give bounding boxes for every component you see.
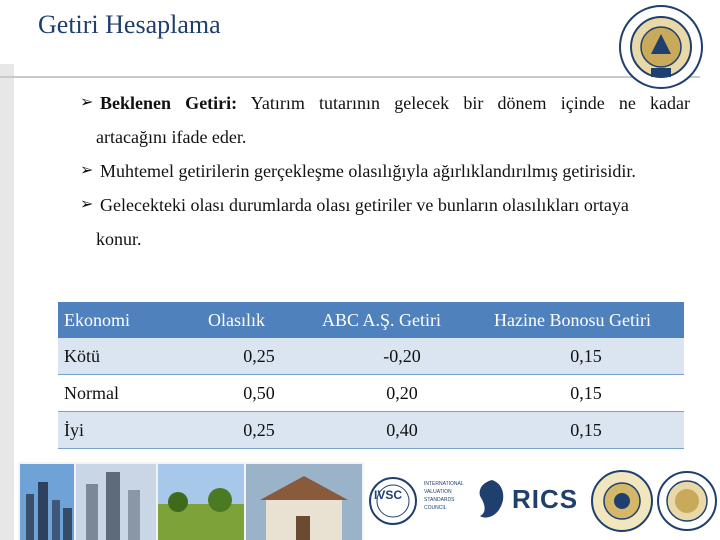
returns-table — [58, 302, 684, 449]
table-cell: 0,25 — [202, 338, 316, 375]
table-cell: 0,15 — [488, 412, 684, 449]
rics-label: RICS — [512, 484, 579, 514]
partner-logos — [364, 462, 720, 540]
table-header-row — [58, 302, 684, 338]
bullet-continuation: artacağını ifade eder. — [96, 127, 247, 147]
header-cell: ABC A.Ş. Getiri — [316, 302, 488, 338]
bullet-item — [80, 86, 690, 120]
bullet-arrow-icon: ➢ — [80, 94, 94, 111]
table-row — [58, 338, 684, 375]
header-cell: Olasılık — [202, 302, 316, 338]
university-seal-logo — [618, 4, 704, 90]
table-cell: 0,15 — [488, 375, 684, 412]
ivsc-text: INTERNATIONAL VALUATION STANDARDS COUNCIL — [424, 481, 464, 511]
table-cell: 0,25 — [202, 412, 316, 449]
page-title: Getiri Hesaplama — [38, 10, 221, 39]
bullet-bold-term: Beklenen Getiri: — [100, 93, 238, 113]
bullet-arrow-icon: ➢ — [80, 162, 94, 179]
table-cell: 0,40 — [316, 412, 488, 449]
bullet-continuation: konur. — [96, 229, 142, 249]
house-photo — [246, 464, 362, 540]
bullet-text: Muhtemel getirilerin gerçekleşme olasılığıyla ağırlıklandırılmış getirisidir. — [100, 161, 636, 181]
landscape-photo — [158, 464, 244, 540]
ivsc-label: IVSC — [374, 488, 403, 502]
bullet-arrow-icon: ➢ — [80, 196, 94, 213]
table-row — [58, 375, 684, 412]
header-cell: Hazine Bonosu Getiri — [488, 302, 684, 338]
table-cell: Normal — [58, 375, 202, 412]
university-seal-small-icon — [656, 468, 718, 534]
rics-lion-icon — [474, 476, 510, 526]
header-cell: Ekonomi — [58, 302, 202, 338]
bullet-text: Yatırım tutarının gelecek bir dönem içinde ne kadar — [237, 93, 691, 113]
table-cell: Kötü — [58, 338, 202, 375]
title-divider — [0, 76, 700, 78]
left-decorative-bar — [0, 64, 14, 540]
bullet-item — [80, 154, 690, 188]
city-skyline-photo — [20, 464, 74, 540]
table-cell: 0,50 — [202, 375, 316, 412]
skyscraper-photo — [76, 464, 156, 540]
bullet-item — [80, 188, 690, 222]
table-cell: 0,15 — [488, 338, 684, 375]
table-cell: İyi — [58, 412, 202, 449]
bullet-text: Gelecekteki olası durumlarda olası getiriler ve bunların olasılıkları ortaya — [100, 195, 629, 215]
table-cell: 0,20 — [316, 375, 488, 412]
table-cell: -0,20 — [316, 338, 488, 375]
tkgm-seal-icon — [590, 468, 654, 534]
table-row — [58, 412, 684, 449]
bullet-list — [80, 86, 690, 256]
